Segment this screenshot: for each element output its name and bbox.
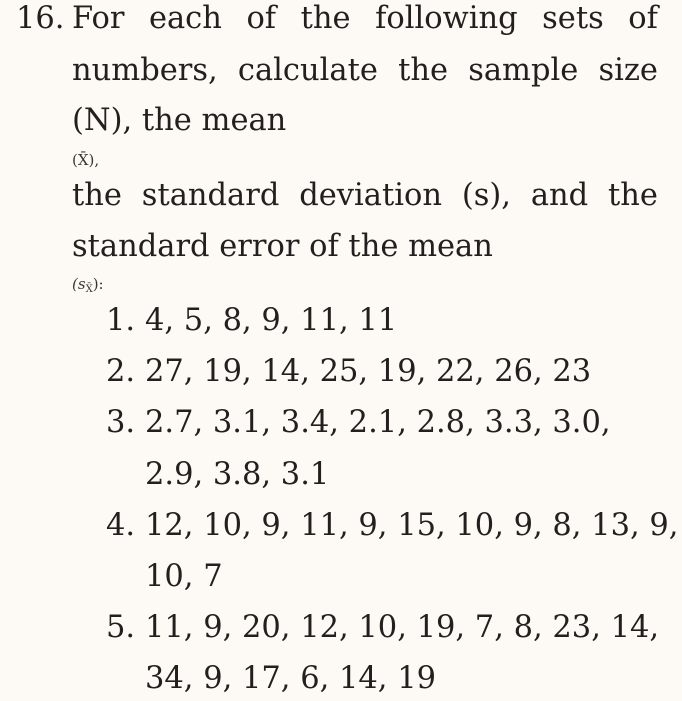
- problem-line-5: standard error of the mean: [72, 229, 493, 264]
- sem-subscript: X̄: [85, 284, 93, 295]
- problem-number: 16.: [16, 1, 65, 36]
- sem-open: (s: [72, 275, 86, 293]
- word: the: [398, 53, 449, 88]
- word: sample: [468, 53, 579, 88]
- word: each: [148, 1, 222, 36]
- word: of: [628, 1, 658, 36]
- word: of: [246, 1, 277, 36]
- list-item-text: 11, 9, 20, 12, 10, 19, 7, 8, 23, 14,: [145, 610, 660, 645]
- word: deviation: [299, 178, 442, 213]
- list-item-number: 2.: [106, 354, 136, 389]
- list-item-text: 2.7, 3.1, 3.4, 2.1, 2.8, 3.3, 3.0,: [145, 405, 611, 440]
- problem-line-1: [72, 0, 658, 41]
- word: and: [530, 178, 589, 213]
- list-item-text: 27, 19, 14, 25, 19, 22, 26, 23: [145, 354, 592, 389]
- word: (s),: [461, 178, 511, 213]
- list-item-continuation: 34, 9, 17, 6, 14, 19: [145, 661, 437, 696]
- sem-symbol: [72, 274, 104, 300]
- word: standard: [141, 178, 280, 213]
- list-item-number: 5.: [106, 610, 136, 645]
- list-item-number: 4.: [106, 508, 136, 543]
- problem-line-4: [72, 174, 658, 218]
- word: calculate: [237, 53, 378, 88]
- list-item-continuation: 10, 7: [145, 559, 223, 594]
- word: For: [72, 1, 125, 36]
- problem-line-2: [72, 49, 658, 93]
- word: the: [608, 178, 658, 213]
- mean-symbol: (X̄),: [72, 151, 100, 169]
- list-item-continuation: 2.9, 3.8, 3.1: [145, 457, 330, 492]
- word: following: [375, 1, 518, 36]
- list-item-number: 3.: [106, 405, 136, 440]
- list-item-number: 1.: [106, 303, 136, 338]
- sem-close: ):: [92, 275, 104, 293]
- word: sets: [542, 1, 604, 36]
- word: size: [598, 53, 658, 88]
- word: numbers,: [72, 53, 218, 88]
- list-item-text: 12, 10, 9, 11, 9, 15, 10, 9, 8, 13, 9,: [145, 508, 679, 543]
- list-item-text: 4, 5, 8, 9, 11, 11: [145, 303, 398, 338]
- problem-line-3: (N), the mean: [72, 103, 287, 138]
- word: the: [300, 1, 351, 36]
- word: the: [72, 178, 122, 213]
